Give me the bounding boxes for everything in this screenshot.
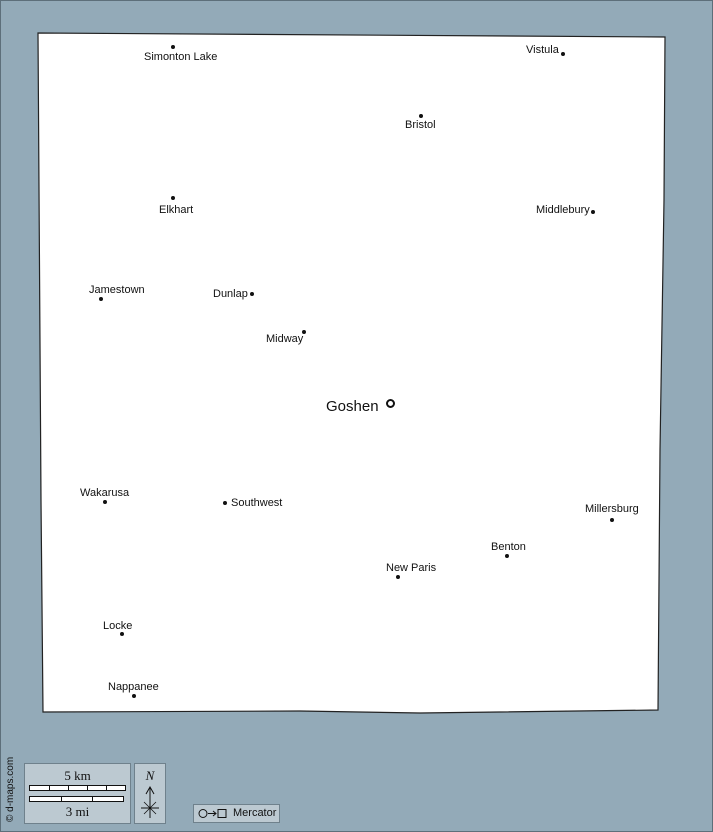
town-label-vistula: Vistula [526, 44, 559, 56]
credit-text: © d-maps.com [5, 756, 16, 822]
town-label-locke: Locke [103, 620, 133, 632]
town-dot [561, 52, 565, 56]
scale-km-bar [29, 785, 126, 791]
town-label-dunlap: Dunlap [213, 288, 248, 300]
town-label-middlebury: Middlebury [536, 204, 590, 216]
projection-label: Mercator [233, 807, 277, 819]
town-dot [250, 292, 254, 296]
north-arrow [134, 763, 166, 824]
scale-mi-bar [29, 796, 124, 802]
town-dot [103, 500, 107, 504]
town-label-jamestown: Jamestown [89, 284, 145, 296]
town-dot [120, 632, 124, 636]
scale-mi-label: 3 mi [65, 804, 90, 819]
county-seat-marker [386, 399, 395, 408]
town-dot [396, 575, 400, 579]
town-label-wakarusa: Wakarusa [80, 487, 130, 499]
county-seat-label: Goshen [326, 398, 379, 415]
town-label-midway: Midway [266, 333, 304, 345]
projection-label-box [193, 804, 280, 823]
scale-km-label: 5 km [64, 768, 91, 783]
town-label-benton: Benton [491, 541, 526, 553]
town-dot [505, 554, 509, 558]
scale-bar [24, 763, 131, 824]
town-label-simonton-lake: Simonton Lake [144, 51, 218, 63]
county-boundary [38, 33, 665, 713]
town-dot [171, 196, 175, 200]
town-dot [419, 114, 423, 118]
town-label-elkhart: Elkhart [159, 204, 194, 216]
town-dot [171, 45, 175, 49]
compass-icon [135, 764, 165, 823]
town-label-nappanee: Nappanee [108, 681, 159, 693]
town-dot [132, 694, 136, 698]
town-dot [223, 501, 227, 505]
town-label-new-paris: New Paris [386, 562, 437, 574]
projection-icon [196, 805, 232, 822]
town-dot [591, 210, 595, 214]
town-label-millersburg: Millersburg [585, 503, 639, 515]
town-label-southwest: Southwest [231, 497, 283, 509]
town-dot [99, 297, 103, 301]
town-label-bristol: Bristol [405, 119, 436, 131]
town-dot [610, 518, 614, 522]
north-label: N [145, 768, 155, 783]
